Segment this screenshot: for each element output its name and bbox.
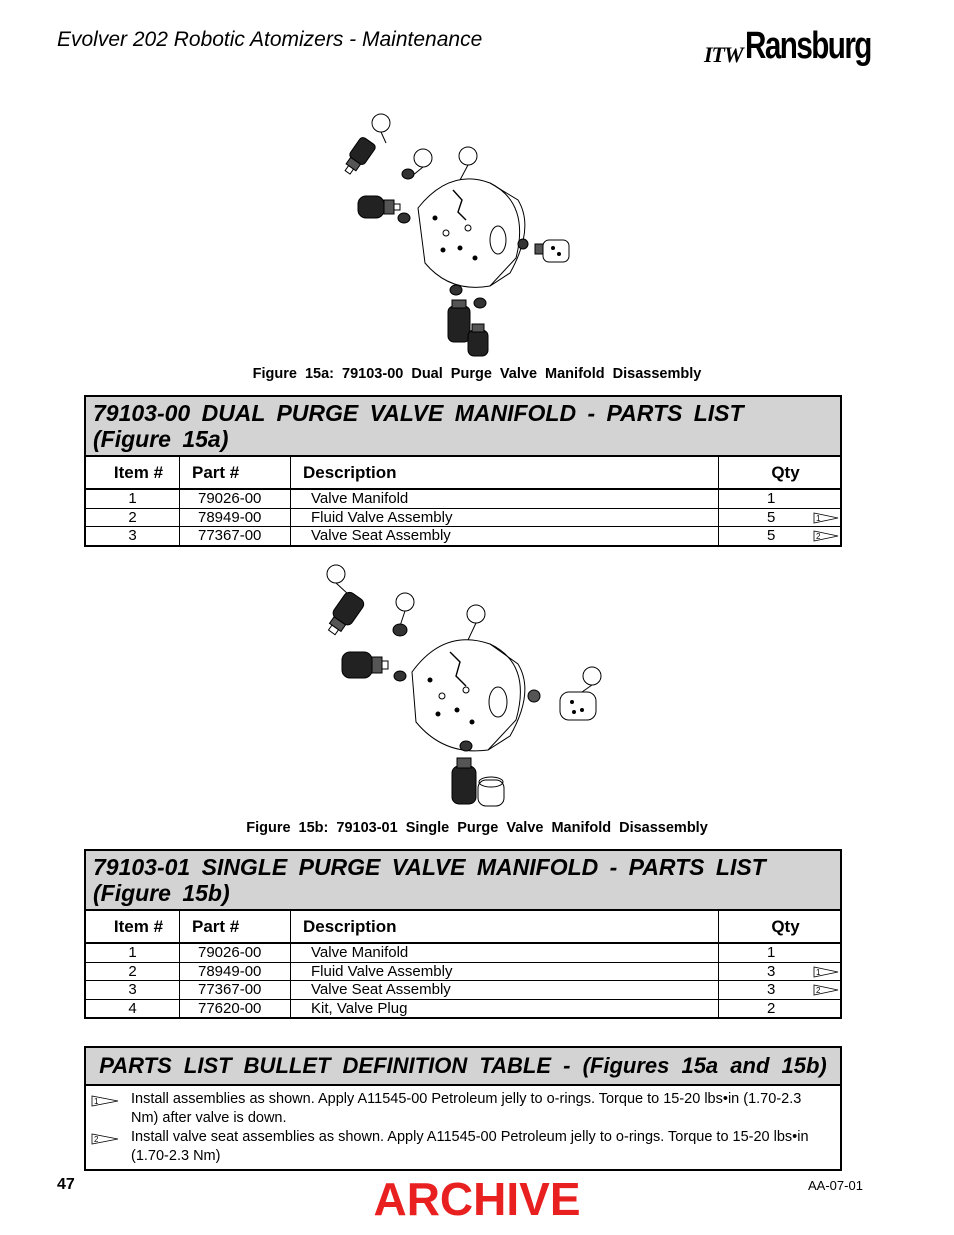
bullet-flag-icon bbox=[813, 966, 839, 978]
item-number: 2 bbox=[86, 508, 180, 527]
bullet-table-title: PARTS LIST BULLET DEFINITION TABLE - (Figures 15a and 15b) bbox=[86, 1048, 840, 1086]
item-number: 1 bbox=[86, 489, 180, 508]
logo-itw-text: ITW bbox=[704, 42, 743, 67]
bullet-flag-icon bbox=[813, 530, 839, 542]
bullet-definition-row bbox=[86, 1128, 840, 1166]
item-number: 3 bbox=[86, 527, 180, 545]
part-qty-cell bbox=[719, 527, 841, 545]
part-qty: 3 bbox=[767, 981, 776, 998]
col-item-header: Item # bbox=[86, 911, 180, 943]
item-number: 2 bbox=[86, 962, 180, 981]
part-qty: 1 bbox=[767, 490, 776, 507]
part-description: Kit, Valve Plug bbox=[291, 999, 719, 1017]
svg-text:2: 2 bbox=[816, 986, 821, 995]
parts-table-15b bbox=[86, 911, 840, 1017]
table-row bbox=[86, 527, 840, 545]
bullet-definition-table bbox=[84, 1046, 842, 1171]
table-row bbox=[86, 981, 840, 1000]
bullet-flag-icon bbox=[813, 984, 839, 996]
table-row bbox=[86, 489, 840, 508]
part-qty-cell bbox=[719, 962, 841, 981]
table-row bbox=[86, 999, 840, 1017]
part-qty: 5 bbox=[767, 508, 776, 526]
bullet-flag-icon bbox=[91, 1133, 119, 1145]
part-qty-cell bbox=[719, 999, 841, 1017]
part-number: 78949-00 bbox=[180, 962, 291, 981]
part-number: 79026-00 bbox=[180, 489, 291, 508]
part-qty: 3 bbox=[767, 962, 776, 980]
parts-table-15a bbox=[86, 457, 840, 545]
part-number: 77367-00 bbox=[180, 527, 291, 545]
item-number: 4 bbox=[86, 999, 180, 1017]
col-item-header: Item # bbox=[86, 457, 180, 489]
parts-list-15b bbox=[84, 849, 842, 1019]
part-description: Fluid Valve Assembly bbox=[291, 508, 719, 527]
bullet-definition-text: Install valve seat assemblies as shown. Apply A11545-00 Petroleum jelly to o-rings. Torque to 15-20 lbs•in (1.70-2.3 Nm) bbox=[131, 1129, 809, 1164]
table-row bbox=[86, 962, 840, 981]
part-qty-cell bbox=[719, 943, 841, 962]
part-qty-cell bbox=[719, 981, 841, 1000]
part-description: Valve Manifold bbox=[291, 943, 719, 962]
bullet-definition-row bbox=[86, 1090, 840, 1128]
part-description: Fluid Valve Assembly bbox=[291, 962, 719, 981]
part-qty: 2 bbox=[767, 999, 776, 1017]
svg-text:1: 1 bbox=[816, 967, 821, 977]
table-row bbox=[86, 508, 840, 527]
logo-brand-text: Ransburg bbox=[744, 25, 871, 67]
svg-text:1: 1 bbox=[94, 1097, 99, 1106]
part-number: 78949-00 bbox=[180, 508, 291, 527]
table-row bbox=[86, 943, 840, 962]
svg-text:2: 2 bbox=[94, 1135, 99, 1144]
part-description: Valve Manifold bbox=[291, 489, 719, 508]
col-qty-header: Qty bbox=[719, 911, 841, 943]
figure-15b-illustration bbox=[320, 560, 610, 815]
part-number: 77367-00 bbox=[180, 981, 291, 1000]
part-qty: 5 bbox=[767, 527, 776, 544]
part-qty-cell bbox=[719, 508, 841, 527]
item-number: 3 bbox=[86, 981, 180, 1000]
figure-15b-caption: Figure 15b: 79103-01 Single Purge Valve Manifold Disassembly bbox=[246, 820, 708, 836]
part-qty: 1 bbox=[767, 944, 776, 961]
part-description: Valve Seat Assembly bbox=[291, 527, 719, 545]
bullet-flag-icon bbox=[91, 1095, 119, 1107]
part-number: 79026-00 bbox=[180, 943, 291, 962]
part-number: 77620-00 bbox=[180, 999, 291, 1017]
ransburg-logo bbox=[704, 18, 906, 68]
part-qty-cell bbox=[719, 489, 841, 508]
page-number: 47 bbox=[57, 1176, 75, 1193]
bullet-flag-icon bbox=[813, 512, 839, 524]
archive-watermark: ARCHIVE bbox=[373, 1173, 581, 1225]
col-part-header: Part # bbox=[180, 911, 291, 943]
col-part-header: Part # bbox=[180, 457, 291, 489]
part-description: Valve Seat Assembly bbox=[291, 981, 719, 1000]
parts-list-15a-title: 79103-00 DUAL PURGE VALVE MANIFOLD - PARTS LIST (Figure 15a) bbox=[86, 397, 840, 457]
parts-list-15a bbox=[84, 395, 842, 547]
col-description-header: Description bbox=[291, 911, 719, 943]
parts-list-15b-title: 79103-01 SINGLE PURGE VALVE MANIFOLD - PARTS LIST (Figure 15b) bbox=[86, 851, 840, 911]
svg-text:1: 1 bbox=[816, 513, 821, 523]
figure-15a-caption: Figure 15a: 79103-00 Dual Purge Valve Manifold Disassembly bbox=[252, 366, 702, 382]
bullet-definition-text: Install assemblies as shown. Apply A11545-00 Petroleum jelly to o-rings. Torque to 15-20 lbs•in (1.70-2.3 Nm) after valve is down. bbox=[131, 1091, 802, 1126]
document-title: Evolver 202 Robotic Atomizers - Maintenance bbox=[57, 28, 483, 51]
col-description-header: Description bbox=[291, 457, 719, 489]
item-number: 1 bbox=[86, 943, 180, 962]
col-qty-header: Qty bbox=[719, 457, 841, 489]
svg-text:2: 2 bbox=[816, 532, 821, 541]
figure-15a-illustration bbox=[340, 108, 580, 358]
document-code: AA-07-01 bbox=[808, 1178, 863, 1193]
